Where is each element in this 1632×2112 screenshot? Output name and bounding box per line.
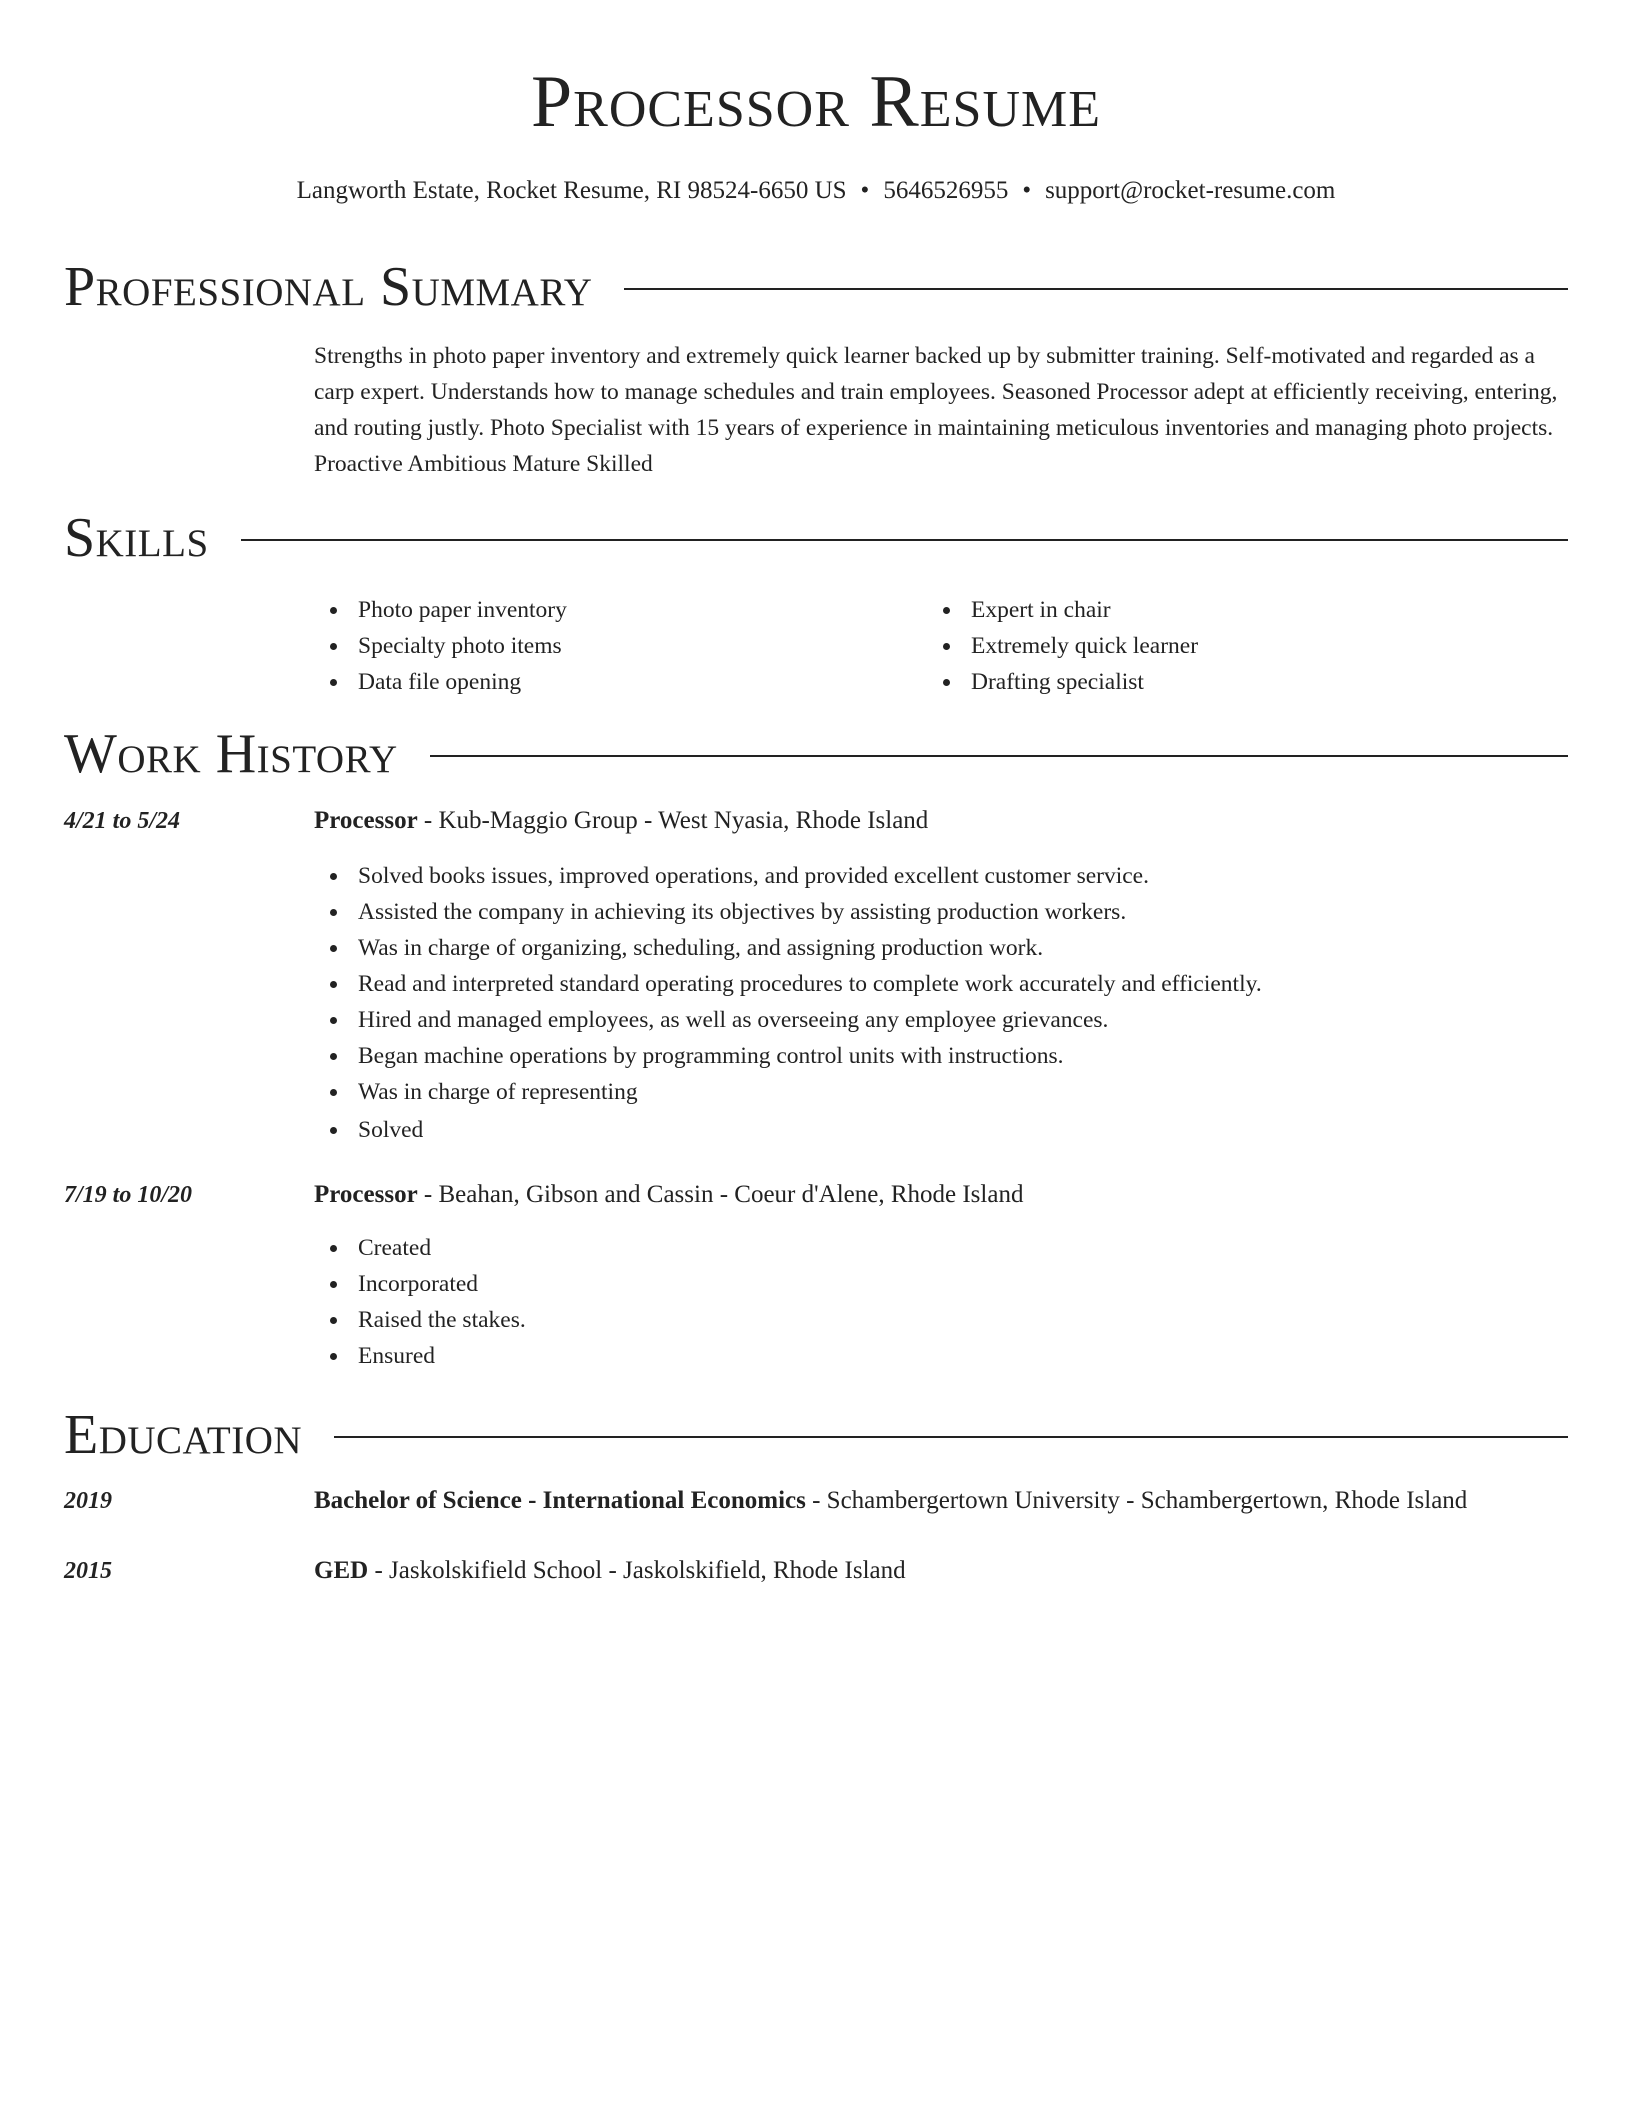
job-bullet: Was in charge of organizing, scheduling, and assigning production work.: [314, 930, 1568, 966]
contact-address: Langworth Estate, Rocket Resume, RI 98524-6650 US: [296, 177, 847, 204]
job-bullet: Raised the stakes.: [314, 1302, 1568, 1338]
education-degree: GED: [314, 1557, 369, 1584]
job-bullet: Hired and managed employees, as well as overseeing any employee grievances.: [314, 1002, 1568, 1038]
skill-item: Data file opening: [314, 664, 567, 700]
education-year: 2015: [64, 1558, 112, 1584]
job-position: Processor: [314, 1181, 418, 1208]
job-bullet: Was in charge of representing: [314, 1074, 1568, 1110]
job-bullets: [314, 858, 1568, 1148]
education-details: - Jaskolskifield School - Jaskolskifield, Rhode Island: [368, 1557, 906, 1584]
contact-separator: •: [1022, 177, 1032, 204]
job-dates: 4/21 to 5/24: [64, 808, 181, 834]
section-divider: [334, 1436, 1568, 1438]
job-bullet: Read and interpreted standard operating procedures to complete work accurately and efficiently.: [314, 966, 1568, 1002]
job-title-line: [314, 803, 1568, 839]
section-title: Skills: [64, 507, 209, 569]
job-bullet: Assisted the company in achieving its objectives by assisting production workers.: [314, 894, 1568, 930]
section-header-summary: [64, 255, 1568, 319]
section-header-education: [64, 1403, 1568, 1467]
education-line: [314, 1553, 1568, 1589]
section-title: Professional Summary: [64, 256, 593, 318]
education-line: [314, 1483, 1568, 1519]
education-details: - Schambergertown University - Schambergertown, Rhode Island: [805, 1487, 1468, 1514]
job-bullet: Solved books issues, improved operations, and provided excellent customer service.: [314, 858, 1568, 894]
skill-item: Specialty photo items: [314, 628, 567, 664]
skill-item: Extremely quick learner: [927, 628, 1198, 664]
contact-phone: 5646526955: [883, 177, 1009, 204]
skill-item: Expert in chair: [927, 592, 1198, 628]
summary-text: Strengths in photo paper inventory and extremely quick learner backed up by submitter training. Self-motivated and regarded as a carp expert. Understands how to manage schedules and train employees. Seasoned Processor adept at efficiently receiving, entering, and routing justly. Photo Specialist with 15 years of experience in maintaining meticulous inventories and managing photo projects. Proactive Ambitious Mature Skilled: [314, 343, 1558, 477]
job-bullet: Ensured: [314, 1338, 1568, 1374]
section-header-skills: [64, 506, 1568, 570]
section-divider: [624, 288, 1568, 290]
skills-list-right: [927, 592, 1198, 700]
section-divider: [430, 755, 1568, 757]
job-bullet: Solved: [314, 1112, 1568, 1148]
education-year: 2019: [64, 1488, 112, 1514]
section-title: Education: [64, 1404, 303, 1466]
job-details: - Kub-Maggio Group - West Nyasia, Rhode Island: [417, 807, 929, 834]
contact-email: support@rocket-resume.com: [1045, 177, 1336, 204]
job-bullet: Created: [314, 1230, 1568, 1266]
job-details: - Beahan, Gibson and Cassin - Coeur d'Alene, Rhode Island: [417, 1181, 1024, 1208]
job-bullets: [314, 1230, 1568, 1374]
education-degree: Bachelor of Science - International Economics: [314, 1487, 806, 1514]
section-divider: [241, 539, 1568, 541]
skills-list-left: [314, 592, 567, 700]
job-title-line: [314, 1177, 1568, 1213]
contact-line: [64, 175, 1568, 207]
skill-item: Drafting specialist: [927, 664, 1198, 700]
job-bullet: Began machine operations by programming control units with instructions.: [314, 1038, 1568, 1074]
resume-title: Processor Resume: [530, 61, 1101, 143]
job-bullet: Incorporated: [314, 1266, 1568, 1302]
contact-separator: •: [860, 177, 870, 204]
job-dates: 7/19 to 10/20: [64, 1182, 193, 1208]
job-position: Processor: [314, 807, 418, 834]
skill-item: Photo paper inventory: [314, 592, 567, 628]
section-title: Work History: [64, 723, 398, 785]
section-header-work: [64, 722, 1568, 786]
